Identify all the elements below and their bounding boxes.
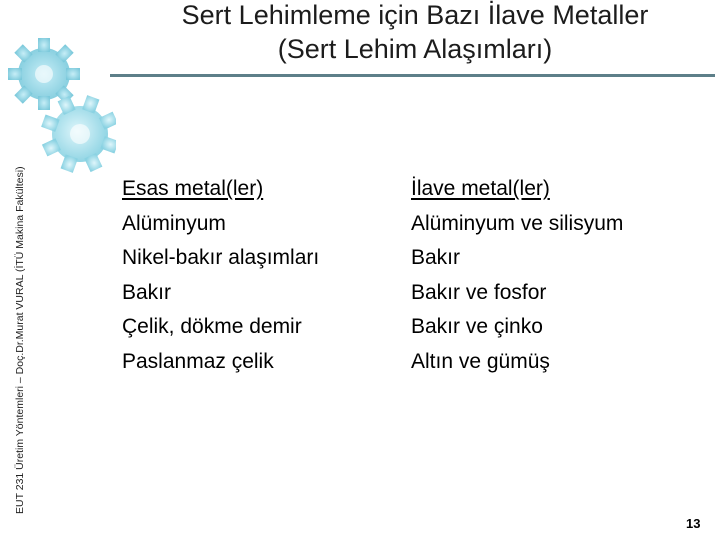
list-item: Nikel-bakır alaşımları (122, 246, 320, 269)
gears-decoration (6, 30, 116, 180)
filler-metals-column (411, 172, 623, 379)
list-item: Bakır (122, 280, 172, 304)
list-item: Alüminyum ve silisyum (411, 211, 624, 235)
list-item: Bakır ve fosfor (411, 280, 547, 304)
gear-icon (41, 95, 116, 173)
side-caption: EUT 231 Üretim Yöntemleri – Doç.Dr.Murat VURAL (İTÜ Makina Fakültesi) (14, 166, 26, 514)
list-item: Bakır (411, 246, 461, 269)
slide-title (110, 0, 720, 66)
list-item: Bakır ve çinko (411, 315, 543, 338)
page-number: 13 (686, 516, 701, 531)
list-item: Alüminyum (122, 211, 226, 235)
title-divider (110, 74, 715, 77)
title-line-1: Sert Lehimleme için Bazı İlave Metaller (181, 0, 649, 30)
title-line-2: (Sert Lehim Alaşımları) (277, 34, 553, 64)
list-item: Çelik, dökme demir (122, 315, 302, 338)
list-item: Altın ve gümüş (411, 349, 550, 373)
filler-metals-header: İlave metal(ler) (411, 177, 550, 200)
base-metals-column (122, 172, 319, 379)
list-item: Paslanmaz çelik (122, 349, 274, 373)
base-metals-header: Esas metal(ler) (122, 177, 264, 200)
